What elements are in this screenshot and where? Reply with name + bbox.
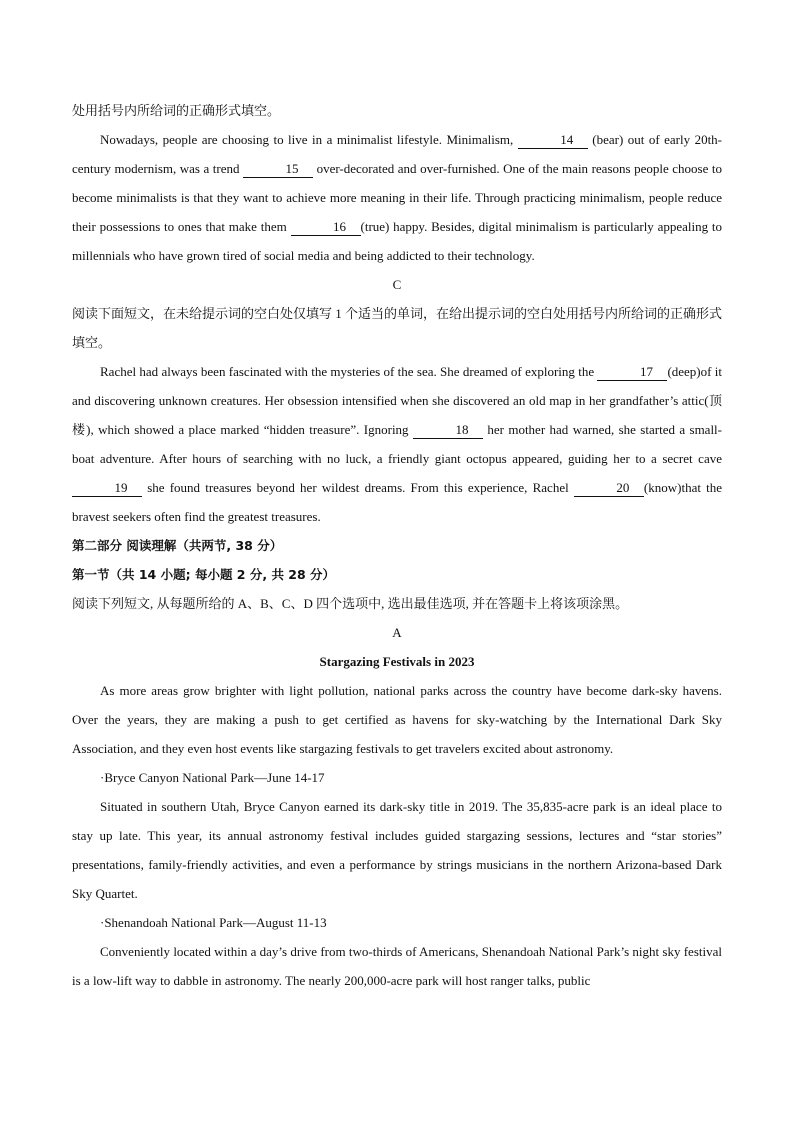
reading-instruction: 阅读下列短文, 从每题所给的 A、B、C、D 四个选项中, 选出最佳选项, 并在答题卡上将该项涂黑。 [72, 596, 629, 611]
passage-a-item-2: ·Shenandoah National Park—August 11-13 [100, 915, 327, 930]
passage-c-paragraph [72, 357, 722, 531]
passage-c-text-4: she found treasures beyond her wildest dreams. From this experience, Rachel [147, 480, 569, 495]
blank-19[interactable]: 19 [72, 480, 142, 497]
passage-c-text-2: (deep)of it and discovering unknown creatures. Her obsession intensified when she discovered an old map in her grandfather’s attic(顶楼), which showed a place marked “hidden treasure”. Ignoring [72, 364, 723, 437]
blank-18[interactable]: 18 [413, 422, 483, 439]
passage-c-text-3: her mother had warned, she started a small-boat adventure. After hours of searching with no luck, a friendly giant octopus appeared, guiding her to a secret cave [72, 422, 722, 466]
instruction-b-tail: 处用括号内所给词的正确形式填空。 [72, 103, 281, 118]
passage-c-text-5: (know)that the bravest seekers often find the greatest treasures. [72, 480, 723, 524]
passage-a-label: A [392, 625, 402, 640]
passage-c-text-1: Rachel had always been fascinated with the mysteries of the sea. She dreamed of exploring the [100, 364, 595, 379]
blank-14[interactable]: 14 [518, 132, 588, 149]
section-c-instruction: 阅读下面短文，在未给提示词的空白处仅填写 1 个适当的单词，在给出提示词的空白处用括号内所给词的正确形式填空。 [72, 306, 723, 350]
blank-15[interactable]: 15 [243, 161, 313, 178]
blank-16[interactable]: 16 [291, 219, 361, 236]
passage-b-text-3: over-decorated and over-furnished. One of the main reasons people choose to become minimalists is that they want to achieve more meaning in their life. Through practicing minimalism, people reduce their possessions to ones that make them [72, 161, 722, 234]
part-two-heading: 第二部分 阅读理解（共两节, 38 分） [72, 538, 283, 553]
section-one-heading: 第一节（共 14 小题; 每小题 2 分, 共 28 分） [72, 567, 336, 582]
passage-a-item-1: ·Bryce Canyon National Park—June 14-17 [100, 770, 325, 785]
passage-a-paragraph-1: As more areas grow brighter with light pollution, national parks across the country have become dark-sky havens. Over the years, they are making a push to get certified as havens for sky-watching by the International Dark Sky Association, and they even host events like stargazing festivals to get travelers excited about astronomy. [72, 683, 722, 756]
passage-a-paragraph-2: Situated in southern Utah, Bryce Canyon earned its dark-sky title in 2019. The 35,835-acre park is an ideal place to stay up late. This year, its annual astronomy festival includes guided stargazing sessions, lectures and “star stories” presentations, family-friendly activities, and even a performance by strings musicians in the northern Arizona-based Dark Sky Quartet. [72, 799, 722, 901]
passage-b-text-2: (bear) out of early 20th-century modernism, was a trend [72, 132, 723, 176]
document-page [72, 96, 722, 995]
passage-a-paragraph-3: Conveniently located within a day’s drive from two-thirds of Americans, Shenandoah National Park’s night sky festival is a low-lift way to dabble in astronomy. The nearly 200,000-acre park will host ranger talks, public [72, 944, 722, 988]
passage-b-text-1: Nowadays, people are choosing to live in a minimalist lifestyle. Minimalism, [100, 132, 514, 147]
passage-a-title: Stargazing Festivals in 2023 [319, 654, 475, 669]
passage-b-paragraph [72, 125, 722, 270]
section-c-label: C [392, 277, 402, 292]
blank-20[interactable]: 20 [574, 480, 644, 497]
passage-b-text-4: (true) happy. Besides, digital minimalism is particularly appealing to millennials who have grown tired of social media and being addicted to their technology. [72, 219, 723, 263]
blank-17[interactable]: 17 [597, 364, 667, 381]
